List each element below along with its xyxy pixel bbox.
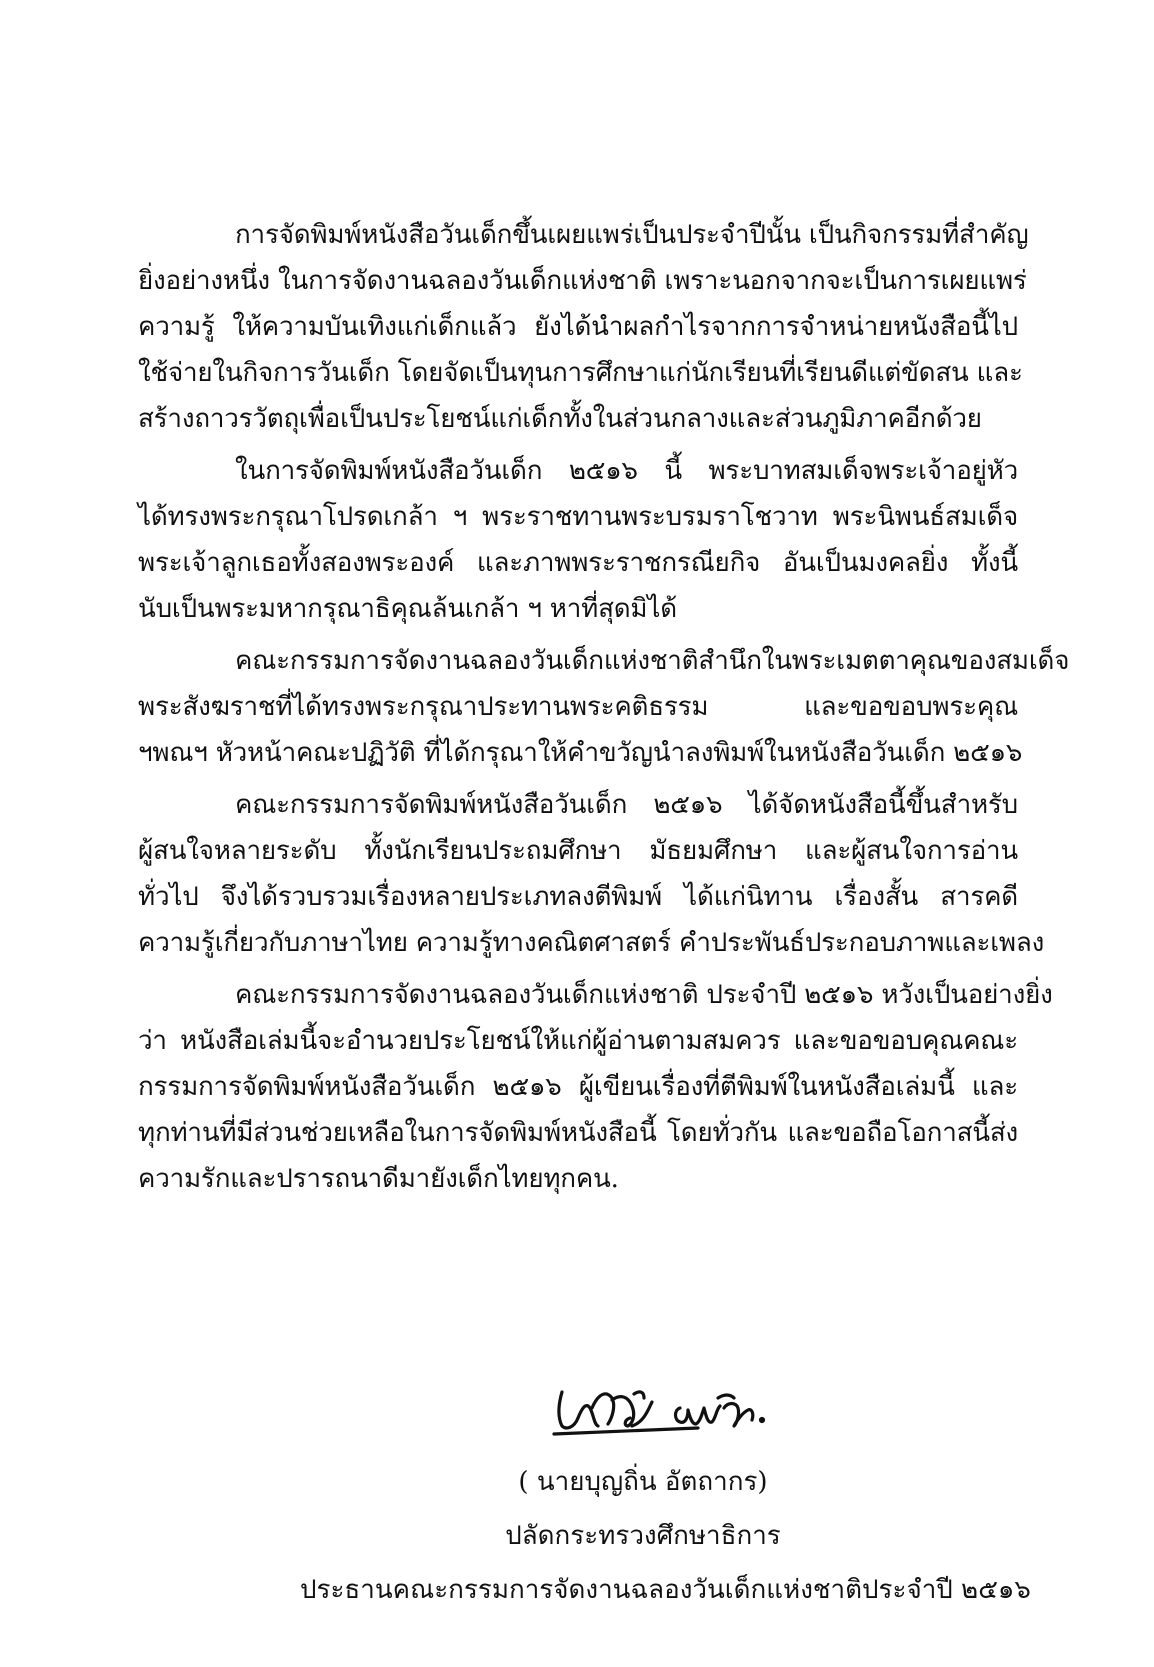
handwritten-signature xyxy=(548,1372,808,1442)
text-line: ในการจัดพิมพ์หนังสือวันเด็ก ๒๕๑๖ นี้ พระบาทสมเด็จพระเจ้าอยู่หัว xyxy=(235,456,1018,486)
text-line: ว่า หนังสือเล่มนี้จะอำนวยประโยชน์ให้แก่ผู้อ่านตามสมควร และขอขอบคุณคณะ xyxy=(138,1026,1018,1056)
text-line: ยิ่งอย่างหนึ่ง ในการจัดงานฉลองวันเด็กแห่งชาติ เพราะนอกจากจะเป็นการเผยแพร่ xyxy=(138,266,1027,296)
text-line: คณะกรรมการจัดงานฉลองวันเด็กแห่งชาติสำนึกในพระเมตตาคุณของสมเด็จ xyxy=(235,646,1070,676)
paragraph-5 xyxy=(138,972,1053,1202)
text-line: ทุกท่านที่มีส่วนช่วยเหลือในการจัดพิมพ์หนังสือนี้ โดยทั่วกัน และขอถือโอกาสนี้ส่ง xyxy=(138,1118,1018,1148)
text-line: ความรู้ ให้ความบันเทิงแก่เด็กแล้ว ยังได้นำผลกำไรจากการจำหน่ายหนังสือนี้ไป xyxy=(138,312,1018,342)
text-line: ความรู้เกี่ยวกับภาษาไทย ความรู้ทางคณิตศาสตร์ คำประพันธ์ประกอบภาพและเพลง xyxy=(138,928,1045,958)
signatory-name: ( นายบุญถิ่น อัตถากร) xyxy=(518,1467,768,1497)
text-line: ทั่วไป จึงได้รวบรวมเรื่องหลายประเภทลงตีพิมพ์ ได้แก่นิทาน เรื่องสั้น สารคดี xyxy=(138,882,1018,912)
text-line: กรรมการจัดพิมพ์หนังสือวันเด็ก ๒๕๑๖ ผู้เขียนเรื่องที่ตีพิมพ์ในหนังสือเล่มนี้ และ xyxy=(138,1072,1018,1102)
signatory-title: ปลัดกระทรวงศึกษาธิการ xyxy=(505,1521,781,1551)
paragraph-1 xyxy=(138,212,1029,442)
signatory-role: ประธานคณะกรรมการจัดงานฉลองวันเด็กแห่งชาติประจำปี ๒๕๑๖ xyxy=(300,1575,1031,1605)
text-line: การจัดพิมพ์หนังสือวันเด็กขึ้นเผยแพร่เป็นประจำปีนั้น เป็นกิจกรรมที่สำคัญ xyxy=(235,220,1029,250)
text-line: ใช้จ่ายในกิจการวันเด็ก โดยจัดเป็นทุนการศึกษาแก่นักเรียนที่เรียนดีแต่ขัดสน และ xyxy=(138,358,1023,388)
text-line: พระเจ้าลูกเธอทั้งสองพระองค์ และภาพพระราชกรณียกิจ อันเป็นมงคลยิ่ง ทั้งนี้ xyxy=(138,548,1018,578)
paragraph-3 xyxy=(138,638,1070,776)
text-line: สร้างถาวรวัตถุเพื่อเป็นประโยชน์แก่เด็กทั้งในส่วนกลางและส่วนภูมิภาคอีกด้วย xyxy=(138,404,982,434)
text-line: พระสังฆราชที่ได้ทรงพระกรุณาประทานพระคติธรรม และขอขอบพระคุณ xyxy=(138,692,1018,722)
text-line: ผู้สนใจหลายระดับ ทั้งนักเรียนประถมศึกษา มัธยมศึกษา และผู้สนใจการอ่าน xyxy=(138,836,1018,866)
text-line: ความรักและปรารถนาดีมายังเด็กไทยทุกคน. xyxy=(138,1164,619,1194)
text-line: คณะกรรมการจัดงานฉลองวันเด็กแห่งชาติ ประจำปี ๒๕๑๖ หวังเป็นอย่างยิ่ง xyxy=(235,980,1053,1010)
text-line: ฯพณฯ หัวหน้าคณะปฏิวัติ ที่ได้กรุณาให้คำขวัญนำลงพิมพ์ในหนังสือวันเด็ก ๒๕๑๖ xyxy=(138,738,1023,768)
text-line: นับเป็นพระมหากรุณาธิคุณล้นเกล้า ฯ หาที่สุดมิได้ xyxy=(138,594,677,624)
letter-body xyxy=(138,212,1070,1202)
paragraph-4 xyxy=(138,782,1045,966)
paragraph-2 xyxy=(138,448,1018,632)
text-line: คณะกรรมการจัดพิมพ์หนังสือวันเด็ก ๒๕๑๖ ได้จัดหนังสือนี้ขึ้นสำหรับ xyxy=(235,790,1018,820)
text-line: ได้ทรงพระกรุณาโปรดเกล้า ฯ พระราชทานพระบรมราโชวาท พระนิพนธ์สมเด็จ xyxy=(138,502,1018,532)
